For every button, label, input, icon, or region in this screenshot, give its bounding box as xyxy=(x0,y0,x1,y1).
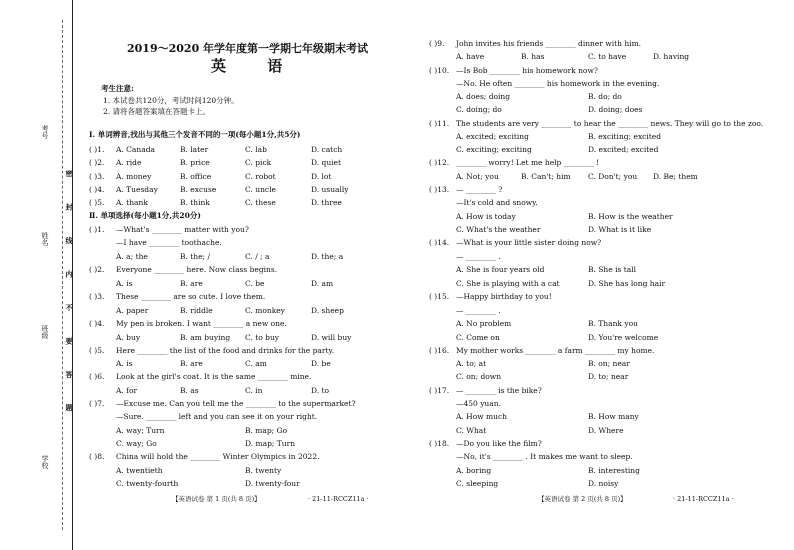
seal-text: 密 封 线 内 不 要 答 题 xyxy=(65,170,74,424)
q-stem: Everyone ________ here. Now class begins. xyxy=(116,265,278,274)
q-option-b: B. She is tall xyxy=(588,265,636,274)
s1-option-a: A. Canada xyxy=(116,145,155,154)
q-option-c: C. Don't; you xyxy=(588,172,638,181)
q-num: ( )10. xyxy=(429,66,450,75)
q-num: ( )14. xyxy=(429,238,450,247)
q-stem: Look at the girl's coat. It is the same ________ mine. xyxy=(116,372,312,381)
q-option-c: C. am xyxy=(245,359,267,368)
q-option-b: B. do; do xyxy=(588,92,622,101)
q-option-a: A. excited; exciting xyxy=(456,132,529,141)
label-banji: 班级 xyxy=(41,325,49,339)
q-option-d: D. doing; does xyxy=(588,105,643,114)
q-option-b: B. twenty xyxy=(245,466,282,475)
notice-2: 2. 请将各题答案填在答题卡上。 xyxy=(103,107,211,116)
q-option-a: A. How much xyxy=(456,412,508,421)
q-option-d: D. Where xyxy=(588,426,624,435)
footer-left-page: 【英语试卷 第 1 页(共 8 页)】 xyxy=(172,495,261,503)
exam-title: 2019～2020 年学年度第一学期七年级期末考试 xyxy=(127,42,369,55)
q-option-c: C. in xyxy=(245,386,263,395)
s1-option-d: D. catch xyxy=(311,145,343,154)
q-option-a: A. is xyxy=(116,279,133,288)
q-option-d: D. She has long hair xyxy=(588,279,666,288)
q-stem: The students are very ________ to hear the ________ news. They will go to the zoo. xyxy=(456,119,764,128)
q-stem-2: —450 yuan. xyxy=(456,399,501,408)
q-stem: My mother works ________ a farm ________ my home. xyxy=(456,346,655,355)
s1-num: ( )2. xyxy=(89,158,105,167)
q-option-a: A. paper xyxy=(116,306,149,315)
q-num: ( )5. xyxy=(89,346,105,355)
s1-num: ( )4. xyxy=(89,185,105,194)
s1-option-a: A. money xyxy=(116,172,152,181)
q-stem: — ________ ? xyxy=(456,185,503,194)
q-stem-2: — ________ . xyxy=(456,306,501,315)
q-option-c: C. doing; do xyxy=(456,105,502,114)
s1-option-b: B. think xyxy=(180,198,210,207)
s1-option-b: B. excuse xyxy=(180,185,217,194)
footer-right-page: 【英语试卷 第 2 页(共 8 页)】 xyxy=(538,495,627,503)
q-stem-2: —It's cold and snowy. xyxy=(456,198,538,207)
q-option-c: C. be xyxy=(245,279,265,288)
q-num: ( )17. xyxy=(429,386,450,395)
q-num: ( )4. xyxy=(89,319,105,328)
label-xuexiao: 学校 xyxy=(41,455,49,469)
q-option-d: D. What is it like xyxy=(588,225,652,234)
q-option-b: B. How many xyxy=(588,412,639,421)
q-option-b: B. are xyxy=(180,359,203,368)
q-option-d: D. twenty-four xyxy=(245,479,300,488)
q-option-c: C. Come on xyxy=(456,333,500,342)
q-option-d: D. to; near xyxy=(588,372,629,381)
q-option-c: C. What xyxy=(456,426,487,435)
q-option-d: D. be xyxy=(311,359,331,368)
q-stem: —What is your little sister doing now? xyxy=(456,238,602,247)
q-option-a: A. buy xyxy=(116,333,141,342)
s1-num: ( )5. xyxy=(89,198,105,207)
q-stem-2: —No, it's ________ . It makes me want to sleep. xyxy=(456,452,633,461)
q-option-c: C. to have xyxy=(588,52,627,61)
q-option-b: B. has xyxy=(521,52,545,61)
label-kaohao: 考号 xyxy=(41,125,49,139)
q-option-d: D. the; a xyxy=(311,252,344,261)
notice-1: 1. 本试卷共120分，考试时间120分钟。 xyxy=(103,96,239,105)
q-option-b: B. map; Go xyxy=(245,426,288,435)
q-stem: My pen is broken. I want ________ a new one. xyxy=(116,319,287,328)
q-stem: —Excuse me. Can you tell me the ________ to the supermarket? xyxy=(116,399,356,408)
q-option-c: C. sleeping xyxy=(456,479,499,488)
q-option-a: A. twentieth xyxy=(116,466,163,475)
s1-option-b: B. later xyxy=(180,145,209,154)
q-option-c: C. What's the weather xyxy=(456,225,541,234)
q-option-c: C. way; Go xyxy=(116,439,157,448)
q-option-c: C. twenty-fourth xyxy=(116,479,179,488)
q-num: ( )1. xyxy=(89,225,105,234)
q-option-d: D. will buy xyxy=(311,333,352,342)
q-num: ( )13. xyxy=(429,185,450,194)
s1-option-b: B. office xyxy=(180,172,212,181)
q-option-d: D. noisy xyxy=(588,479,619,488)
q-option-b: B. How is the weather xyxy=(588,212,673,221)
s1-option-d: D. usually xyxy=(311,185,349,194)
q-option-b: B. interesting xyxy=(588,466,640,475)
q-option-a: A. does; doing xyxy=(456,92,511,101)
s1-option-c: C. pick xyxy=(245,158,272,167)
q-option-d: D. sheep xyxy=(311,306,344,315)
s1-option-c: C. lab xyxy=(245,145,267,154)
q-option-d: D. am xyxy=(311,279,334,288)
q-option-b: B. are xyxy=(180,279,203,288)
q-option-c: C. monkey xyxy=(245,306,285,315)
section1-title: Ⅰ. 单词辨音,找出与其他三个发音不同的一项(每小题1分,共5分) xyxy=(89,130,301,139)
q-option-c: C. to buy xyxy=(245,333,280,342)
s1-option-d: D. quiet xyxy=(311,158,341,167)
q-num: ( )9. xyxy=(429,39,445,48)
q-option-a: A. She is four years old xyxy=(456,265,545,274)
footer-left-code: · 21-11-RCCZ11a · xyxy=(308,495,369,503)
q-option-a: A. a; the xyxy=(116,252,148,261)
q-option-c: C. She is playing with a cat xyxy=(456,279,560,288)
q-option-a: A. have xyxy=(456,52,485,61)
seal-dashed-line xyxy=(62,20,63,530)
q-option-a: A. Not; you xyxy=(456,172,499,181)
q-stem-2: —No. He often ________ his homework in the evening. xyxy=(456,79,660,88)
q-option-d: D. to xyxy=(311,386,330,395)
q-stem: —Is Bob ________ his homework now? xyxy=(456,66,598,75)
q-stem: These ________ are so cute. I love them. xyxy=(116,292,266,301)
q-option-b: B. Can't; him xyxy=(521,172,571,181)
q-option-b: B. exciting; excited xyxy=(588,132,662,141)
q-option-a: A. way; Turn xyxy=(116,426,165,435)
q-option-b: B. the; / xyxy=(180,252,210,261)
q-stem: John invites his friends ________ dinner with him. xyxy=(456,39,642,48)
q-option-b: B. as xyxy=(180,386,199,395)
q-stem: — ________ is the bike? xyxy=(456,386,542,395)
q-num: ( )3. xyxy=(89,292,105,301)
q-stem-2: — ________ . xyxy=(456,252,501,261)
notice-title: 考生注意: xyxy=(101,84,134,93)
q-stem-2: —I have ________ toothache. xyxy=(116,238,222,247)
q-option-d: D. map; Turn xyxy=(245,439,296,448)
q-option-a: A. to; at xyxy=(456,359,487,368)
s1-option-b: B. price xyxy=(180,158,210,167)
s1-option-d: D. lot xyxy=(311,172,332,181)
q-stem-2: —Sure. ________ left and you can see it on your right. xyxy=(116,412,318,421)
s1-option-a: A. Tuesday xyxy=(116,185,158,194)
q-num: ( )6. xyxy=(89,372,105,381)
s1-option-a: A. ride xyxy=(116,158,142,167)
s1-num: ( )1. xyxy=(89,145,105,154)
q-option-b: B. Thank you xyxy=(588,319,638,328)
q-option-d: D. excited; excited xyxy=(588,145,659,154)
subject-title: 英 语 xyxy=(211,57,301,75)
q-num: ( )8. xyxy=(89,452,105,461)
q-option-a: A. is xyxy=(116,359,133,368)
q-option-d: D. You're welcome xyxy=(588,333,659,342)
s1-option-c: C. robot xyxy=(245,172,276,181)
q-option-a: A. No problem xyxy=(456,319,512,328)
q-stem: Here ________ the list of the food and drinks for the party. xyxy=(116,346,335,355)
s1-option-d: D. three xyxy=(311,198,342,207)
q-num: ( )2. xyxy=(89,265,105,274)
q-option-c: C. exciting; exciting xyxy=(456,145,532,154)
s1-option-c: C. uncle xyxy=(245,185,276,194)
q-option-d: D. Be; them xyxy=(653,172,698,181)
s1-option-a: A. thank xyxy=(116,198,148,207)
q-num: ( )11. xyxy=(429,119,450,128)
q-option-b: B. on; near xyxy=(588,359,630,368)
q-num: ( )7. xyxy=(89,399,105,408)
q-stem: —Do you like the film? xyxy=(456,439,542,448)
label-xingming: 姓名 xyxy=(41,232,49,246)
q-option-c: C. / ; a xyxy=(245,252,270,261)
s1-option-c: C. these xyxy=(245,198,276,207)
q-option-a: A. for xyxy=(116,386,138,395)
q-option-a: A. How is today xyxy=(456,212,516,221)
footer-right-code: · 21-11-RCCZ11a · xyxy=(673,495,734,503)
q-stem: ________ worry! Let me help ________ ! xyxy=(456,158,600,167)
q-num: ( )16. xyxy=(429,346,450,355)
q-num: ( )15. xyxy=(429,292,450,301)
section2-title: Ⅱ. 单项选择(每小题1分,共20分) xyxy=(89,211,201,220)
q-stem: —What's ________ matter with you? xyxy=(116,225,249,234)
q-option-a: A. boring xyxy=(456,466,492,475)
q-stem: —Happy birthday to you! xyxy=(456,292,552,301)
q-option-d: D. having xyxy=(653,52,690,61)
q-option-b: B. am buying xyxy=(180,333,231,342)
q-stem: China will hold the ________ Winter Olympics in 2022. xyxy=(116,452,320,461)
q-option-b: B. riddle xyxy=(180,306,213,315)
s1-num: ( )3. xyxy=(89,172,105,181)
q-num: ( )18. xyxy=(429,439,450,448)
q-num: ( )12. xyxy=(429,158,450,167)
q-option-c: C. on; down xyxy=(456,372,502,381)
